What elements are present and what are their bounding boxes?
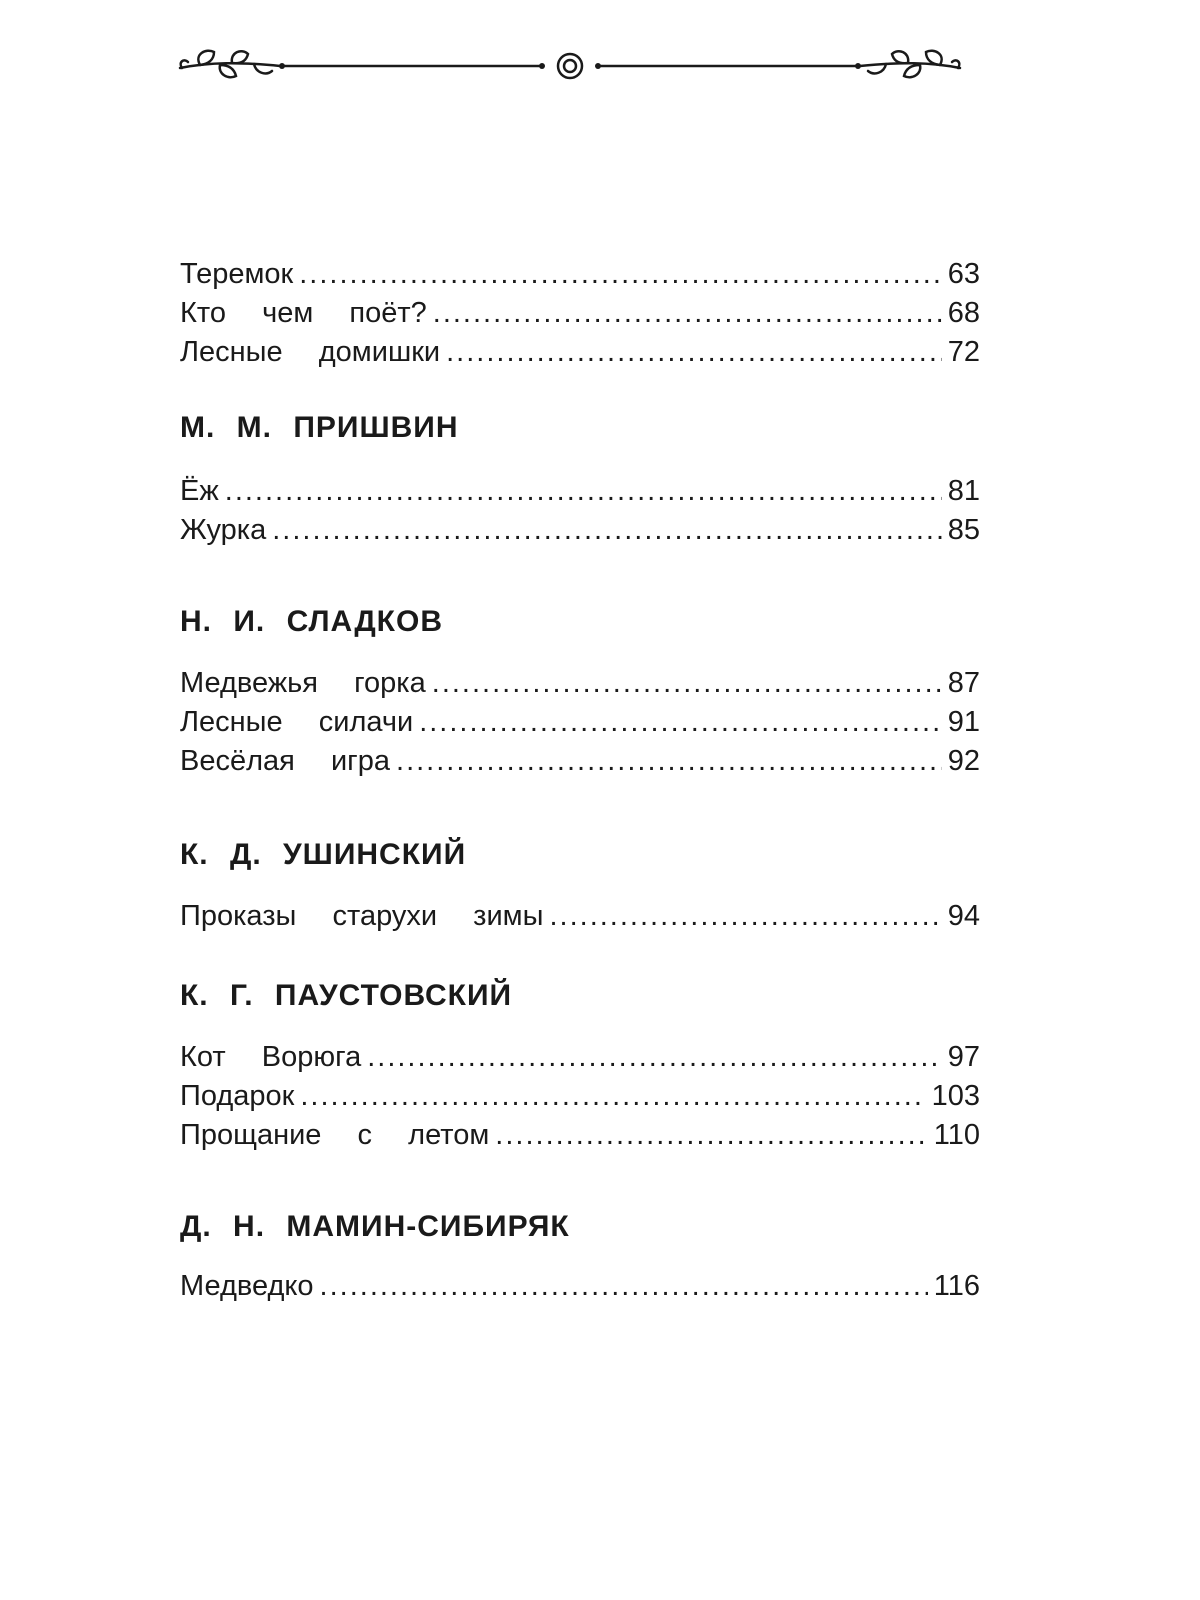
entry-title: Проказы старухи зимы — [180, 900, 544, 932]
entry-page: 63 — [947, 258, 980, 290]
decorative-divider — [170, 38, 970, 94]
section-author: К. Г. ПАУСТОВСКИЙ — [180, 979, 513, 1012]
dot-leader — [432, 664, 942, 703]
entry-title: Весёлая игра — [180, 745, 391, 777]
entry-title: Прощание с летом — [180, 1119, 490, 1151]
toc-section — [180, 835, 980, 936]
toc-section — [180, 602, 980, 781]
entry-page: 92 — [947, 745, 980, 777]
dot-leader — [320, 1267, 928, 1306]
toc-entry[interactable] — [180, 742, 980, 781]
dot-leader — [549, 897, 941, 936]
toc-entry[interactable] — [180, 703, 980, 742]
toc-section — [180, 1207, 980, 1306]
toc-section — [180, 408, 980, 550]
entry-page: 110 — [933, 1119, 980, 1151]
dot-leader — [300, 1077, 925, 1116]
entry-title: Теремок — [180, 258, 294, 290]
toc-entry[interactable] — [180, 255, 980, 294]
dot-leader — [367, 1038, 942, 1077]
entry-title: Медведко — [180, 1270, 314, 1302]
toc-entry[interactable] — [180, 1077, 980, 1116]
dot-leader — [396, 742, 942, 781]
section-author: Д. Н. МАМИН-СИБИРЯК — [180, 1210, 570, 1243]
entry-title: Ёж — [180, 475, 219, 507]
toc-entry[interactable] — [180, 1116, 980, 1155]
toc-entry[interactable] — [180, 294, 980, 333]
toc-intro-group — [180, 255, 980, 372]
entry-page: 116 — [933, 1270, 980, 1302]
dot-leader — [225, 472, 942, 511]
dot-leader — [299, 255, 942, 294]
dot-leader — [433, 294, 942, 333]
dot-leader — [272, 511, 942, 550]
entry-page: 81 — [947, 475, 980, 507]
dot-leader — [419, 703, 942, 742]
entry-page: 91 — [947, 706, 980, 738]
section-author: М. М. ПРИШВИН — [180, 411, 459, 444]
toc-entry[interactable] — [180, 1038, 980, 1077]
entry-title: Лесные силачи — [180, 706, 414, 738]
dot-leader — [495, 1116, 927, 1155]
section-author: К. Д. УШИНСКИЙ — [180, 838, 467, 871]
toc-entry[interactable] — [180, 333, 980, 372]
toc-section — [180, 976, 980, 1155]
entry-title: Кто чем поёт? — [180, 297, 427, 329]
entry-title: Лесные домишки — [180, 336, 441, 368]
entry-page: 68 — [947, 297, 980, 329]
toc-entry[interactable] — [180, 664, 980, 703]
entry-page: 97 — [947, 1041, 980, 1073]
entry-page: 72 — [947, 336, 980, 368]
toc-entry[interactable] — [180, 897, 980, 936]
table-of-contents — [180, 255, 980, 1306]
toc-entry[interactable] — [180, 1267, 980, 1306]
entry-title: Медвежья горка — [180, 667, 426, 699]
entry-title: Подарок — [180, 1080, 295, 1112]
entry-title: Журка — [180, 514, 267, 546]
entry-page: 87 — [947, 667, 980, 699]
entry-title: Кот Ворюга — [180, 1041, 362, 1073]
entry-page: 94 — [947, 900, 980, 932]
section-author: Н. И. СЛАДКОВ — [180, 605, 443, 638]
toc-entry[interactable] — [180, 511, 980, 550]
toc-entry[interactable] — [180, 472, 980, 511]
entry-page: 85 — [947, 514, 980, 546]
dot-leader — [446, 333, 942, 372]
entry-page: 103 — [931, 1080, 980, 1112]
